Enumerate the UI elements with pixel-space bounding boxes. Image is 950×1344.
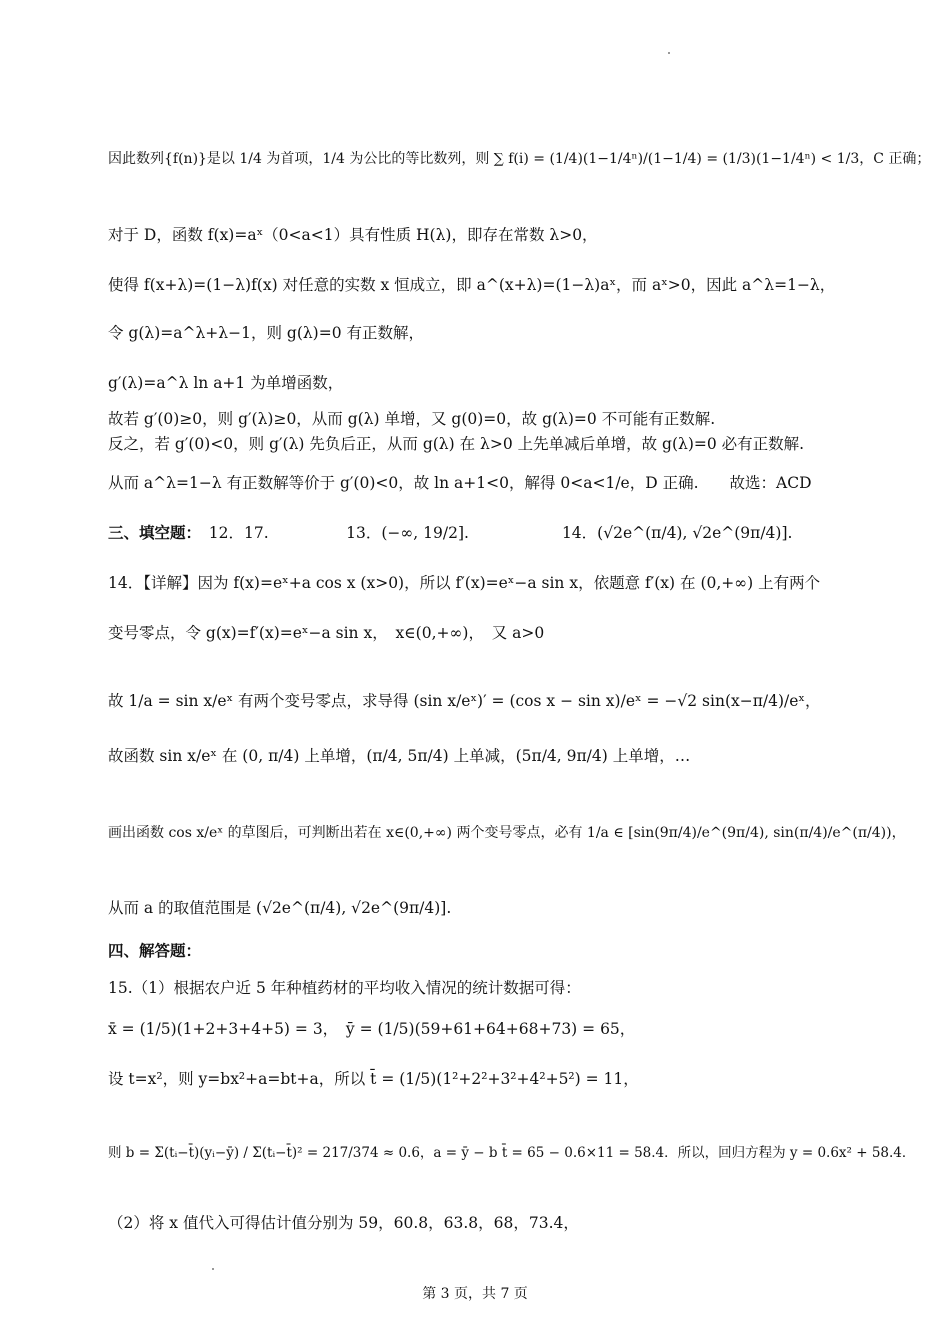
text-line-12: 故 1/a = sin x/eˣ 有两个变号零点，求导得 (sin x/eˣ)′ = (cos x − sin x)/eˣ = −√2 sin(x−π/4)/eˣ，: [108, 692, 821, 710]
text-line-13: 故函数 sin x/eˣ 在 (0, π/4) 上单增，(π/4, 5π/4) 上单减，(5π/4, 9π/4) 上单增，…: [108, 747, 691, 765]
text-line-11: 变号零点，令 g(x)=f′(x)=eˣ−a sin x， x∈(0,+∞)， 又 a>0: [108, 624, 545, 642]
text-line-20: 则 b = Σ(tᵢ−t̄)(yᵢ−ȳ) / Σ(tᵢ−t̄)² = 217/374 ≈ 0.6，a = ȳ − b t̄ = 65 − 0.6×11 = 58.4．所以，回归方程为 y = 0.6x² + 58.4．: [108, 1145, 916, 1161]
text-line-19: 设 t=x²，则 y=bx²+a=bt+a，所以 t̄ = (1/5)(1²+2²+3²+4²+5²) = 11，: [108, 1070, 639, 1088]
text-line-15: 从而 a 的取值范围是 (√2e^(π/4), √2e^(9π/4)].: [108, 899, 452, 917]
text-line-14: 画出函数 cos x/eˣ 的草图后，可判断出若在 x∈(0,+∞) 两个变号零点，必有 1/a ∈ [sin(9π/4)/e^(9π/4), sin(π/4)/e^(π/4))，: [108, 825, 906, 841]
text-line-1: 因此数列{f(n)}是以 1/4 为首项，1/4 为公比的等比数列，则 ∑ f(i) = (1/4)(1−1/4ⁿ)/(1−1/4) = (1/3)(1−1/4ⁿ) < 1/3，C 正确；: [108, 151, 931, 167]
text-line-8: 从而 a^λ=1−λ 有正数解等价于 g′(0)<0，故 ln a+1<0，解得 0<a<1/e，D 正确. 故选：ACD: [108, 474, 812, 492]
text-line-6: 故若 g′(0)≥0，则 g′(λ)≥0，从而 g(λ) 单增，又 g(0)=0，故 g(λ)=0 不可能有正数解.: [108, 410, 716, 428]
text-line-3: 使得 f(x+λ)=(1−λ)f(x) 对任意的实数 x 恒成立，即 a^(x+λ)=(1−λ)aˣ，而 aˣ>0，因此 a^λ=1−λ，: [108, 276, 836, 294]
text-line-10: 14．【详解】因为 f(x)=eˣ+a cos x (x>0)，所以 f′(x)=eˣ−a sin x，依题意 f′(x) 在 (0,+∞) 上有两个: [108, 574, 821, 592]
text-line-2: 对于 D，函数 f(x)=aˣ（0<a<1）具有性质 H(λ)，即存在常数 λ>0，: [108, 226, 598, 244]
fill-blank-answers: [108, 522, 792, 544]
scan-dot-top: [668, 52, 670, 54]
scan-dot-bottom: [212, 1268, 214, 1270]
text-line-5: g′(λ)=a^λ ln a+1 为单增函数，: [108, 374, 344, 392]
text-line-7: 反之，若 g′(0)<0，则 g′(λ) 先负后正，从而 g(λ) 在 λ>0 上先单减后单增，故 g(λ)=0 必有正数解.: [108, 435, 805, 453]
text-line-18: x̄ = (1/5)(1+2+3+4+5) = 3， ȳ = (1/5)(59+61+64+68+73) = 65，: [108, 1020, 636, 1038]
section-heading-fill-blank: 三、填空题：: [108, 523, 194, 542]
page-footer: 第 3 页，共 7 页: [422, 1286, 528, 1302]
text-line-21: （2）将 x 值代入可得估计值分别为 59，60.8，63.8，68，73.4，: [108, 1214, 579, 1232]
fill-blank-answers-text: 12．17. 13．(−∞, 19/2]. 14．(√2e^(π/4), √2e^(9π/4)].: [193, 524, 793, 542]
text-line-17: 15.（1）根据农户近 5 年种植药材的平均收入情况的统计数据可得：: [108, 979, 581, 997]
section-heading-answers: 四、解答题：: [108, 941, 202, 960]
text-line-4: 令 g(λ)=a^λ+λ−1，则 g(λ)=0 有正数解，: [108, 324, 425, 342]
